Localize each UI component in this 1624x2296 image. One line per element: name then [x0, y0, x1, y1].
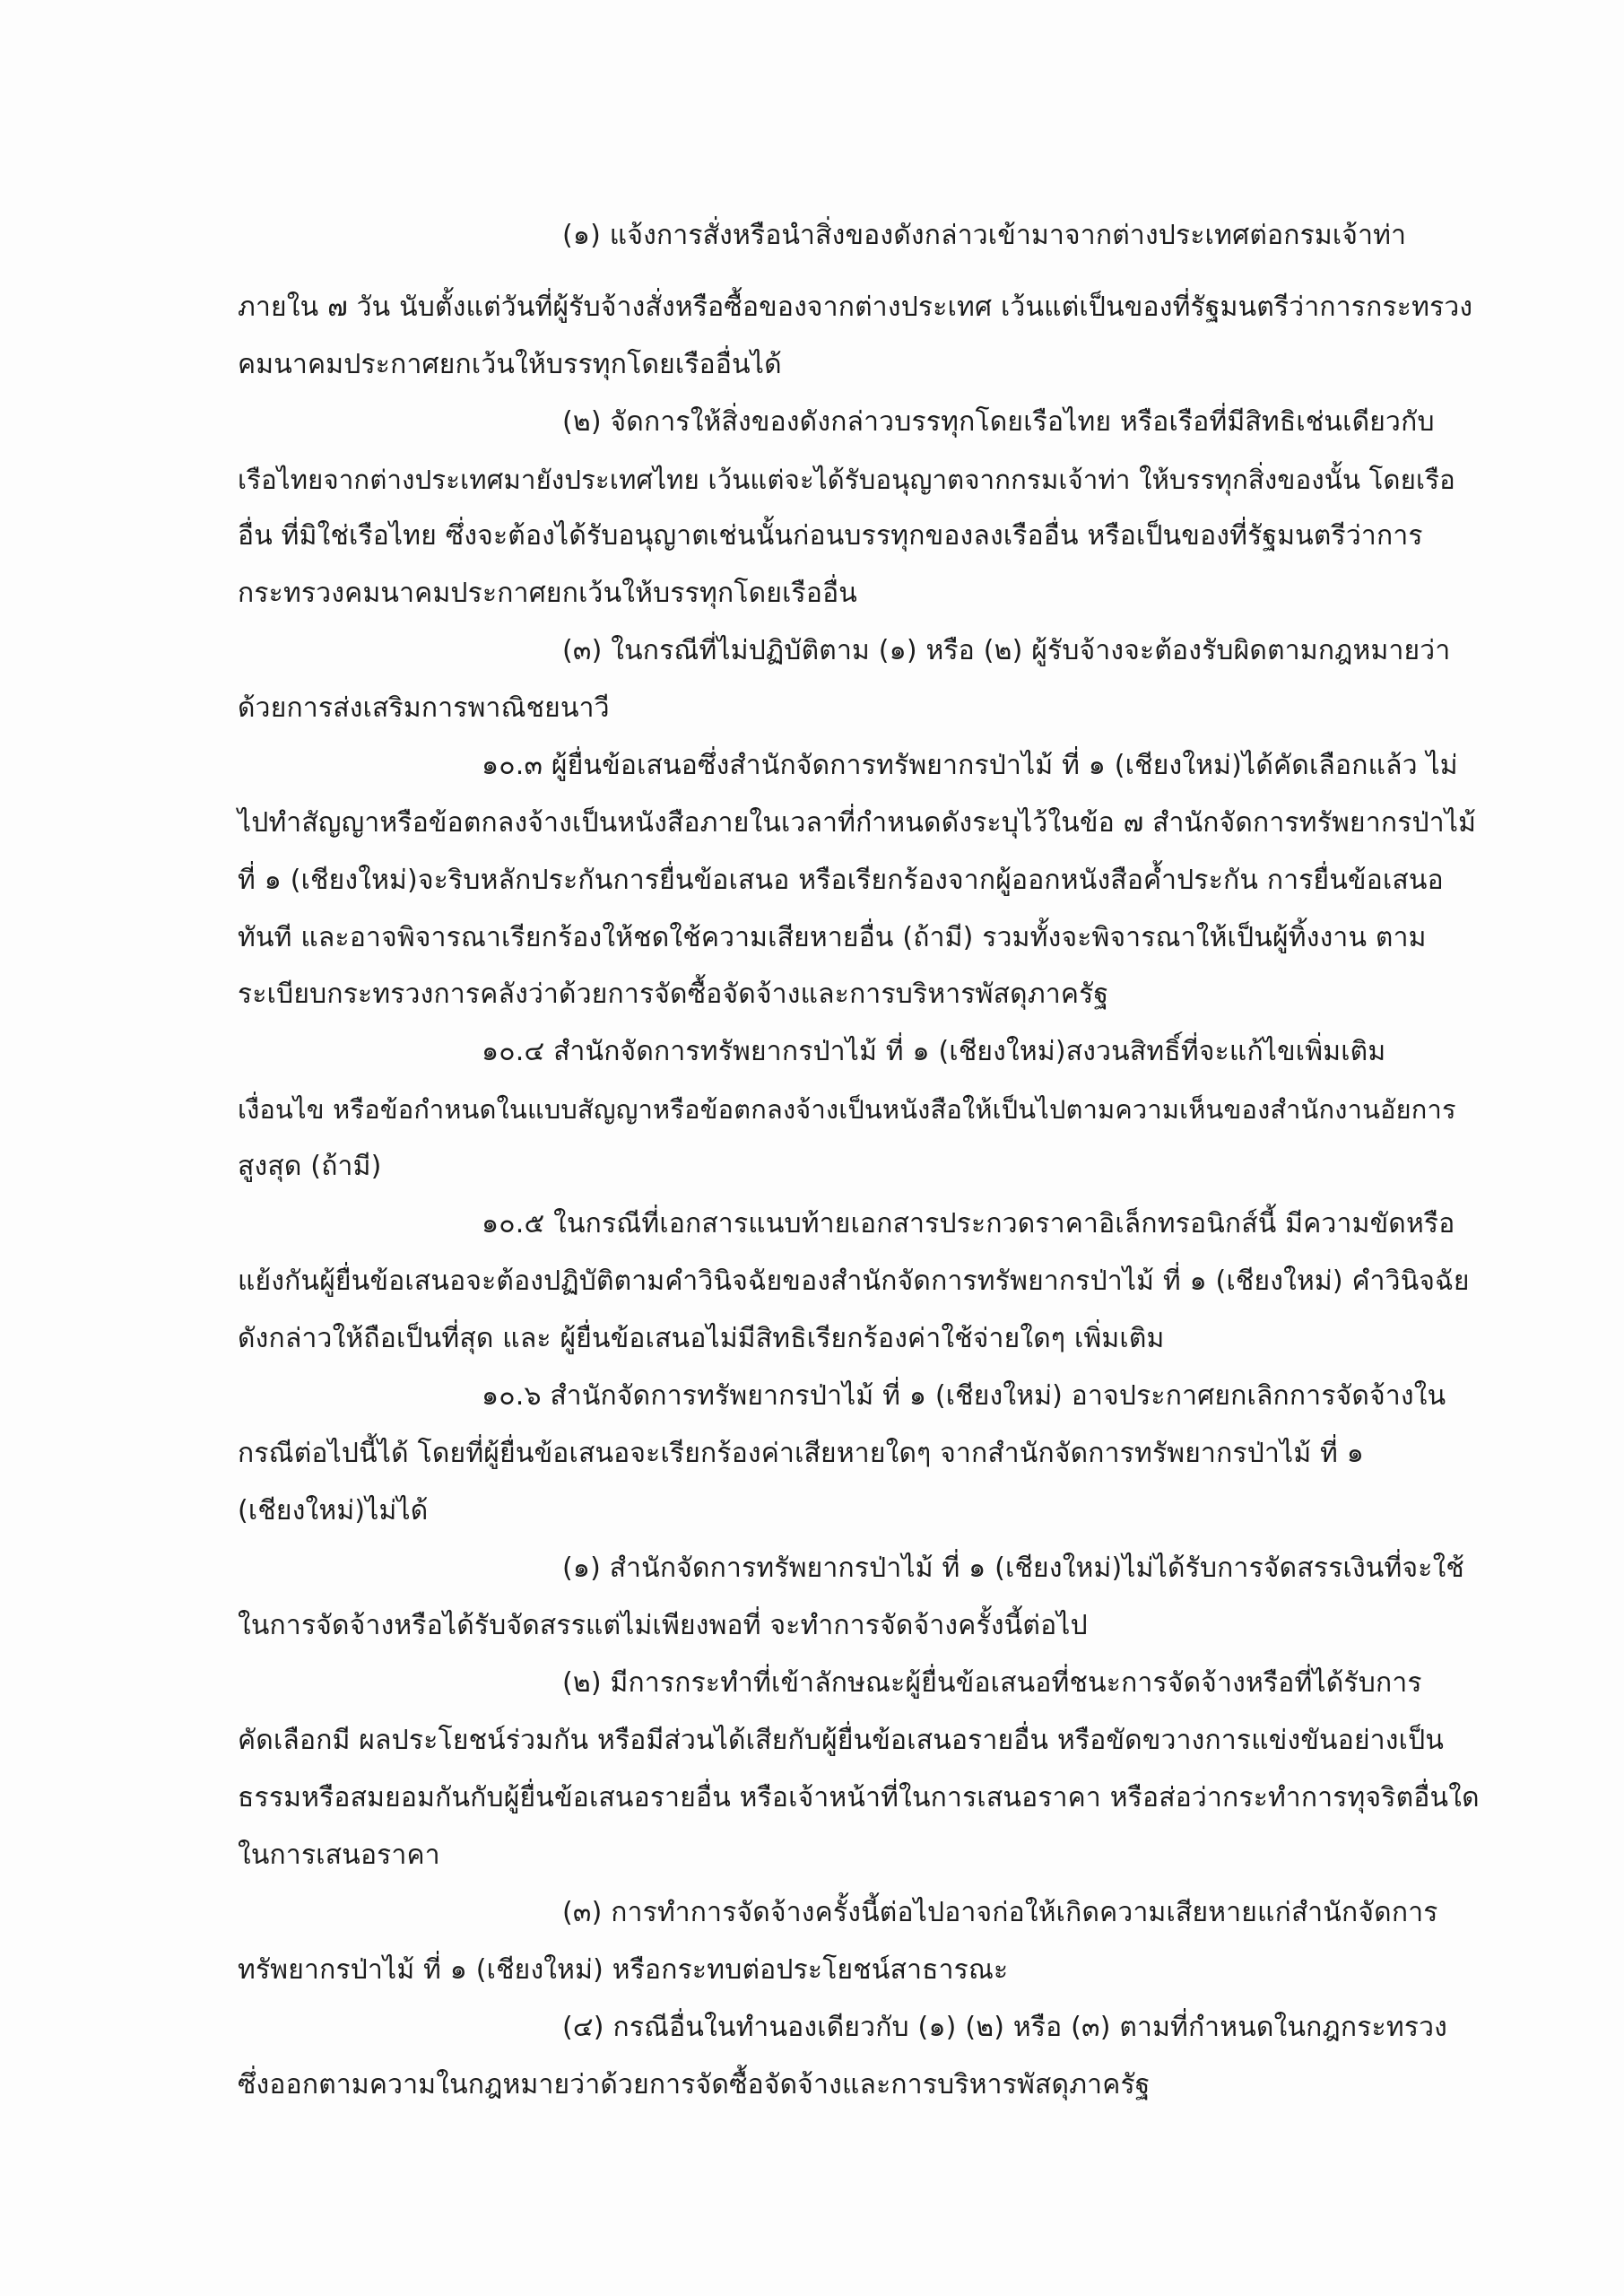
paragraph-text-line: ไปทำสัญญาหรือข้อตกลงจ้างเป็นหนังสือภายในเวลาที่กำหนดดังระบุไว้ในข้อ ๗ สำนักจัดการทรัพยากรป่าไม้: [238, 807, 1477, 839]
paragraph-text-line: ด้วยการส่งเสริมการพาณิชยนาวี: [238, 692, 610, 724]
paragraph-9-2-heading: (๒) จัดการให้สิ่งของดังกล่าวบรรทุกโดยเรือไทย หรือเรือที่มีสิทธิเช่นเดียวกับ: [562, 406, 1435, 438]
paragraph-text-line: สูงสุด (ถ้ามี): [238, 1151, 382, 1182]
subclause-1-heading: (๑) สำนักจัดการทรัพยากรป่าไม้ ที่ ๑ (เชียงใหม่)ไม่ได้รับการจัดสรรเงินที่จะใช้: [562, 1552, 1464, 1584]
paragraph-text-line: กรณีต่อไปนี้ได้ โดยที่ผู้ยื่นข้อเสนอจะเรียกร้องค่าเสียหายใดๆ จากสำนักจัดการทรัพยากรป่าไม้ ที่ ๑: [238, 1438, 1365, 1469]
paragraph-text-line: ระเบียบกระทรวงการคลังว่าด้วยการจัดซื้อจัดจ้างและการบริหารพัสดุภาครัฐ: [238, 978, 1109, 1010]
paragraph-text-line: ในการจัดจ้างหรือได้รับจัดสรรแต่ไม่เพียงพอที่ จะทำการจัดจ้างครั้งนี้ต่อไป: [238, 1610, 1088, 1641]
paragraph-9-3-heading: (๓) ในกรณีที่ไม่ปฏิบัติตาม (๑) หรือ (๒) ผู้รับจ้างจะต้องรับผิดตามกฎหมายว่า: [562, 635, 1451, 666]
paragraph-text-line: กระทรวงคมนาคมประกาศยกเว้นให้บรรทุกโดยเรืออื่น: [238, 578, 858, 609]
paragraph-text-line: คมนาคมประกาศยกเว้นให้บรรทุกโดยเรืออื่นได้: [238, 349, 782, 380]
paragraph-text-line: ดังกล่าวให้ถือเป็นที่สุด และ ผู้ยื่นข้อเสนอไม่มีสิทธิเรียกร้องค่าใช้จ่ายใดๆ เพิ่มเติม: [238, 1323, 1165, 1354]
subclause-4-heading: (๔) กรณีอื่นในทำนองเดียวกับ (๑) (๒) หรือ (๓) ตามที่กำหนดในกฎกระทรวง: [562, 2012, 1448, 2043]
paragraph-text-line: ธรรมหรือสมยอมกันกับผู้ยื่นข้อเสนอรายอื่น หรือเจ้าหน้าที่ในการเสนอราคา หรือส่อว่ากระทำการทุจริตอื่นใด: [238, 1782, 1480, 1813]
paragraph-text-line: ภายใน ๗ วัน นับตั้งแต่วันที่ผู้รับจ้างสั่งหรือซื้อของจากต่างประเทศ เว้นแต่เป็นของที่รัฐมนตรีว่าการกระทรวง: [238, 291, 1473, 323]
paragraph-text-line: ที่ ๑ (เชียงใหม่)จะริบหลักประกันการยื่นข้อเสนอ หรือเรียกร้องจากผู้ออกหนังสือค้ำประกัน การยื่นข้อเสนอ: [238, 865, 1444, 896]
paragraph-text-line: แย้งกันผู้ยื่นข้อเสนอจะต้องปฏิบัติตามคำวินิจฉัยของสำนักจัดการทรัพยากรป่าไม้ ที่ ๑ (เชียงใหม่) คำวินิจฉัย: [238, 1265, 1470, 1297]
paragraph-text-line: อื่น ที่มิใช่เรือไทย ซึ่งจะต้องได้รับอนุญาตเช่นนั้นก่อนบรรทุกของลงเรืออื่น หรือเป็นของที่รัฐมนตรีว่าการ: [238, 520, 1423, 552]
clause-10-6-heading: ๑๐.๖ สำนักจัดการทรัพยากรป่าไม้ ที่ ๑ (เชียงใหม่) อาจประกาศยกเลิกการจัดจ้างใน: [482, 1380, 1446, 1412]
paragraph-text-line: (เชียงใหม่)ไม่ได้: [238, 1495, 429, 1526]
clause-10-4-heading: ๑๐.๔ สำนักจัดการทรัพยากรป่าไม้ ที่ ๑ (เชียงใหม่)สงวนสิทธิ์ที่จะแก้ไขเพิ่มเติม: [482, 1036, 1386, 1067]
paragraph-text-line: เรือไทยจากต่างประเทศมายังประเทศไทย เว้นแต่จะได้รับอนุญาตจากกรมเจ้าท่า ให้บรรทุกสิ่งของนั้น โดยเรือ: [238, 465, 1455, 495]
paragraph-text-line: ซึ่งออกตามความในกฎหมายว่าด้วยการจัดซื้อจัดจ้างและการบริหารพัสดุภาครัฐ: [238, 2069, 1151, 2100]
paragraph-9-1-heading: (๑) แจ้งการสั่งหรือนำสิ่งของดังกล่าวเข้ามาจากต่างประเทศต่อกรมเจ้าท่า: [562, 220, 1407, 251]
paragraph-text-line: ในการเสนอราคา: [238, 1839, 440, 1871]
paragraph-text-line: คัดเลือกมี ผลประโยชน์ร่วมกัน หรือมีส่วนได้เสียกับผู้ยื่นข้อเสนอรายอื่น หรือขัดขวางการแข่งขันอย่างเป็น: [238, 1725, 1445, 1756]
subclause-3-heading: (๓) การทำการจัดจ้างครั้งนี้ต่อไปอาจก่อให้เกิดความเสียหายแก่สำนักจัดการ: [562, 1897, 1438, 1928]
subclause-2-heading: (๒) มีการกระทำที่เข้าลักษณะผู้ยื่นข้อเสนอที่ชนะการจัดจ้างหรือที่ได้รับการ: [562, 1667, 1422, 1699]
paragraph-text-line: ทันที และอาจพิจารณาเรียกร้องให้ชดใช้ความเสียหายอื่น (ถ้ามี) รวมทั้งจะพิจารณาให้เป็นผู้ทิ้งงาน ตาม: [238, 922, 1427, 953]
clause-10-5-heading: ๑๐.๕ ในกรณีที่เอกสารแนบท้ายเอกสารประกวดราคาอิเล็กทรอนิกส์นี้ มีความขัดหรือ: [482, 1208, 1455, 1239]
clause-10-3-heading: ๑๐.๓ ผู้ยื่นข้อเสนอซึ่งสำนักจัดการทรัพยากรป่าไม้ ที่ ๑ (เชียงใหม่)ได้คัดเลือกแล้ว ไม่: [482, 750, 1458, 781]
paragraph-text-line: เงื่อนไข หรือข้อกำหนดในแบบสัญญาหรือข้อตกลงจ้างเป็นหนังสือให้เป็นไปตามความเห็นของสำนักงานอัยการ: [238, 1094, 1456, 1125]
paragraph-text-line: ทรัพยากรป่าไม้ ที่ ๑ (เชียงใหม่) หรือกระทบต่อประโยชน์สาธารณะ: [238, 1954, 1009, 1986]
